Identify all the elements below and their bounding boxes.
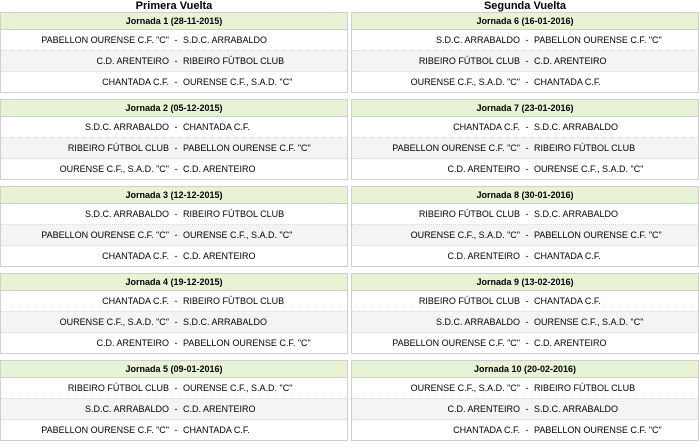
match-separator: - (525, 77, 529, 87)
home-team: S.D.C. ARRABALDO (435, 317, 520, 327)
home-team: CHANTADA C.F. (102, 251, 169, 261)
away-team: RIBEIRO FÚTBOL CLUB (534, 143, 636, 153)
jornada-title: Jornada 10 (20-02-2016) (352, 361, 698, 378)
home-team: RIBEIRO FÚTBOL CLUB (67, 143, 169, 153)
away-team: RIBEIRO FÚTBOL CLUB (183, 56, 285, 66)
match-row (1, 51, 347, 72)
home-team: S.D.C. ARRABALDO (84, 122, 169, 132)
away-team: PABELLON OURENSE C.F. "C" (183, 338, 311, 348)
home-team: S.D.C. ARRABALDO (84, 209, 169, 219)
match-separator: - (174, 143, 178, 153)
match-row (352, 117, 698, 138)
match-row (352, 291, 698, 312)
jornada-title: Jornada 3 (12-12-2015) (1, 187, 347, 204)
match-separator: - (525, 296, 529, 306)
home-team: CHANTADA C.F. (102, 296, 169, 306)
segunda-vuelta-column (351, 0, 699, 447)
match-separator: - (174, 296, 178, 306)
match-separator: - (525, 404, 529, 414)
home-team: C.D. ARENTEIRO (447, 251, 520, 261)
jornada-title: Jornada 8 (30-01-2016) (352, 187, 698, 204)
home-team: PABELLON OURENSE C.F. "C" (41, 425, 169, 435)
jornada-block (0, 273, 348, 354)
away-team: S.D.C. ARRABALDO (183, 317, 268, 327)
away-team: RIBEIRO FÚTBOL CLUB (183, 296, 285, 306)
jornada-block (351, 273, 699, 354)
jornada-block (351, 99, 699, 180)
match-row (1, 246, 347, 266)
match-separator: - (525, 164, 529, 174)
away-team: RIBEIRO FÚTBOL CLUB (183, 209, 285, 219)
match-separator: - (525, 143, 529, 153)
home-team: OURENSE C.F., S.A.D. "C" (410, 77, 520, 87)
away-team: S.D.C. ARRABALDO (534, 122, 619, 132)
match-row (352, 312, 698, 333)
match-row (352, 378, 698, 399)
match-separator: - (525, 383, 529, 393)
match-row (352, 333, 698, 353)
away-team: S.D.C. ARRABALDO (534, 209, 619, 219)
home-team: S.D.C. ARRABALDO (435, 35, 520, 45)
away-team: CHANTADA C.F. (183, 122, 250, 132)
home-team: OURENSE C.F., S.A.D. "C" (59, 317, 169, 327)
match-row (1, 420, 347, 440)
jornada-block (0, 360, 348, 441)
away-team: CHANTADA C.F. (534, 251, 601, 261)
home-team: RIBEIRO FÚTBOL CLUB (418, 56, 520, 66)
primera-vuelta-column (0, 0, 348, 447)
home-team: S.D.C. ARRABALDO (84, 404, 169, 414)
jornada-title: Jornada 6 (16-01-2016) (352, 13, 698, 30)
home-team: RIBEIRO FÚTBOL CLUB (418, 209, 520, 219)
match-row (352, 138, 698, 159)
match-row (1, 378, 347, 399)
match-row (1, 399, 347, 420)
jornada-block (0, 12, 348, 93)
match-row (1, 225, 347, 246)
segunda-vuelta-header: Segunda Vuelta (483, 0, 567, 12)
match-row (1, 30, 347, 51)
jornada-block (0, 99, 348, 180)
match-row (352, 72, 698, 92)
match-separator: - (525, 209, 529, 219)
match-separator: - (174, 251, 178, 261)
match-row (1, 291, 347, 312)
away-team: OURENSE C.F., S.A.D. "C" (534, 317, 644, 327)
home-team: CHANTADA C.F. (453, 122, 520, 132)
away-team: PABELLON OURENSE C.F. "C" (534, 230, 662, 240)
home-team: C.D. ARENTEIRO (96, 338, 169, 348)
away-team: OURENSE C.F., S.A.D. "C" (183, 77, 293, 87)
home-team: C.D. ARENTEIRO (447, 404, 520, 414)
match-row (1, 138, 347, 159)
away-team: C.D. ARENTEIRO (183, 251, 256, 261)
away-team: PABELLON OURENSE C.F. "C" (534, 35, 662, 45)
match-row (352, 246, 698, 266)
primera-vuelta-header: Primera Vuelta (135, 0, 213, 12)
jornada-title: Jornada 9 (13-02-2016) (352, 274, 698, 291)
home-team: CHANTADA C.F. (102, 77, 169, 87)
jornada-block (0, 186, 348, 267)
match-row (352, 159, 698, 179)
match-row (352, 225, 698, 246)
match-separator: - (525, 425, 529, 435)
home-team: PABELLON OURENSE C.F. "C" (41, 230, 169, 240)
match-separator: - (525, 230, 529, 240)
home-team: OURENSE C.F., S.A.D. "C" (59, 164, 169, 174)
match-row (352, 51, 698, 72)
away-team: OURENSE C.F., S.A.D. "C" (534, 164, 644, 174)
match-separator: - (174, 317, 178, 327)
jornada-block (351, 12, 699, 93)
jornada-block (351, 360, 699, 441)
match-row (1, 204, 347, 225)
match-row (1, 159, 347, 179)
match-separator: - (174, 404, 178, 414)
match-separator: - (174, 338, 178, 348)
match-separator: - (174, 35, 178, 45)
away-team: CHANTADA C.F. (534, 296, 601, 306)
away-team: CHANTADA C.F. (534, 77, 601, 87)
home-team: PABELLON OURENSE C.F. "C" (392, 338, 520, 348)
match-separator: - (525, 56, 529, 66)
home-team: C.D. ARENTEIRO (447, 164, 520, 174)
match-separator: - (174, 230, 178, 240)
away-team: S.D.C. ARRABALDO (534, 404, 619, 414)
match-separator: - (525, 338, 529, 348)
match-row (352, 204, 698, 225)
jornada-title: Jornada 1 (28-11-2015) (1, 13, 347, 30)
home-team: RIBEIRO FÚTBOL CLUB (67, 383, 169, 393)
home-team: OURENSE C.F., S.A.D. "C" (410, 383, 520, 393)
match-separator: - (525, 251, 529, 261)
match-separator: - (525, 35, 529, 45)
away-team: C.D. ARENTEIRO (534, 56, 607, 66)
away-team: RIBEIRO FÚTBOL CLUB (534, 383, 636, 393)
away-team: CHANTADA C.F. (183, 425, 250, 435)
match-separator: - (525, 122, 529, 132)
match-row (1, 312, 347, 333)
jornada-title: Jornada 7 (23-01-2016) (352, 100, 698, 117)
home-team: CHANTADA C.F. (453, 425, 520, 435)
home-team: OURENSE C.F., S.A.D. "C" (410, 230, 520, 240)
jornada-title: Jornada 4 (19-12-2015) (1, 274, 347, 291)
away-team: PABELLON OURENSE C.F. "C" (534, 425, 662, 435)
match-row (352, 30, 698, 51)
jornada-title: Jornada 5 (09-01-2016) (1, 361, 347, 378)
match-separator: - (525, 317, 529, 327)
away-team: OURENSE C.F., S.A.D. "C" (183, 230, 293, 240)
home-team: C.D. ARENTEIRO (96, 56, 169, 66)
away-team: S.D.C. ARRABALDO (183, 35, 268, 45)
match-row (352, 420, 698, 440)
match-separator: - (174, 77, 178, 87)
away-team: C.D. ARENTEIRO (183, 164, 256, 174)
match-separator: - (174, 56, 178, 66)
home-team: RIBEIRO FÚTBOL CLUB (418, 296, 520, 306)
match-row (352, 399, 698, 420)
home-team: PABELLON OURENSE C.F. "C" (41, 35, 169, 45)
match-separator: - (174, 164, 178, 174)
jornada-block (351, 186, 699, 267)
match-separator: - (174, 209, 178, 219)
match-separator: - (174, 383, 178, 393)
match-separator: - (174, 122, 178, 132)
away-team: PABELLON OURENSE C.F. "C" (183, 143, 311, 153)
match-row (1, 117, 347, 138)
away-team: OURENSE C.F., S.A.D. "C" (183, 383, 293, 393)
match-row (1, 72, 347, 92)
jornada-title: Jornada 2 (05-12-2015) (1, 100, 347, 117)
match-row (1, 333, 347, 353)
away-team: C.D. ARENTEIRO (183, 404, 256, 414)
home-team: PABELLON OURENSE C.F. "C" (392, 143, 520, 153)
away-team: C.D. ARENTEIRO (534, 338, 607, 348)
match-separator: - (174, 425, 178, 435)
